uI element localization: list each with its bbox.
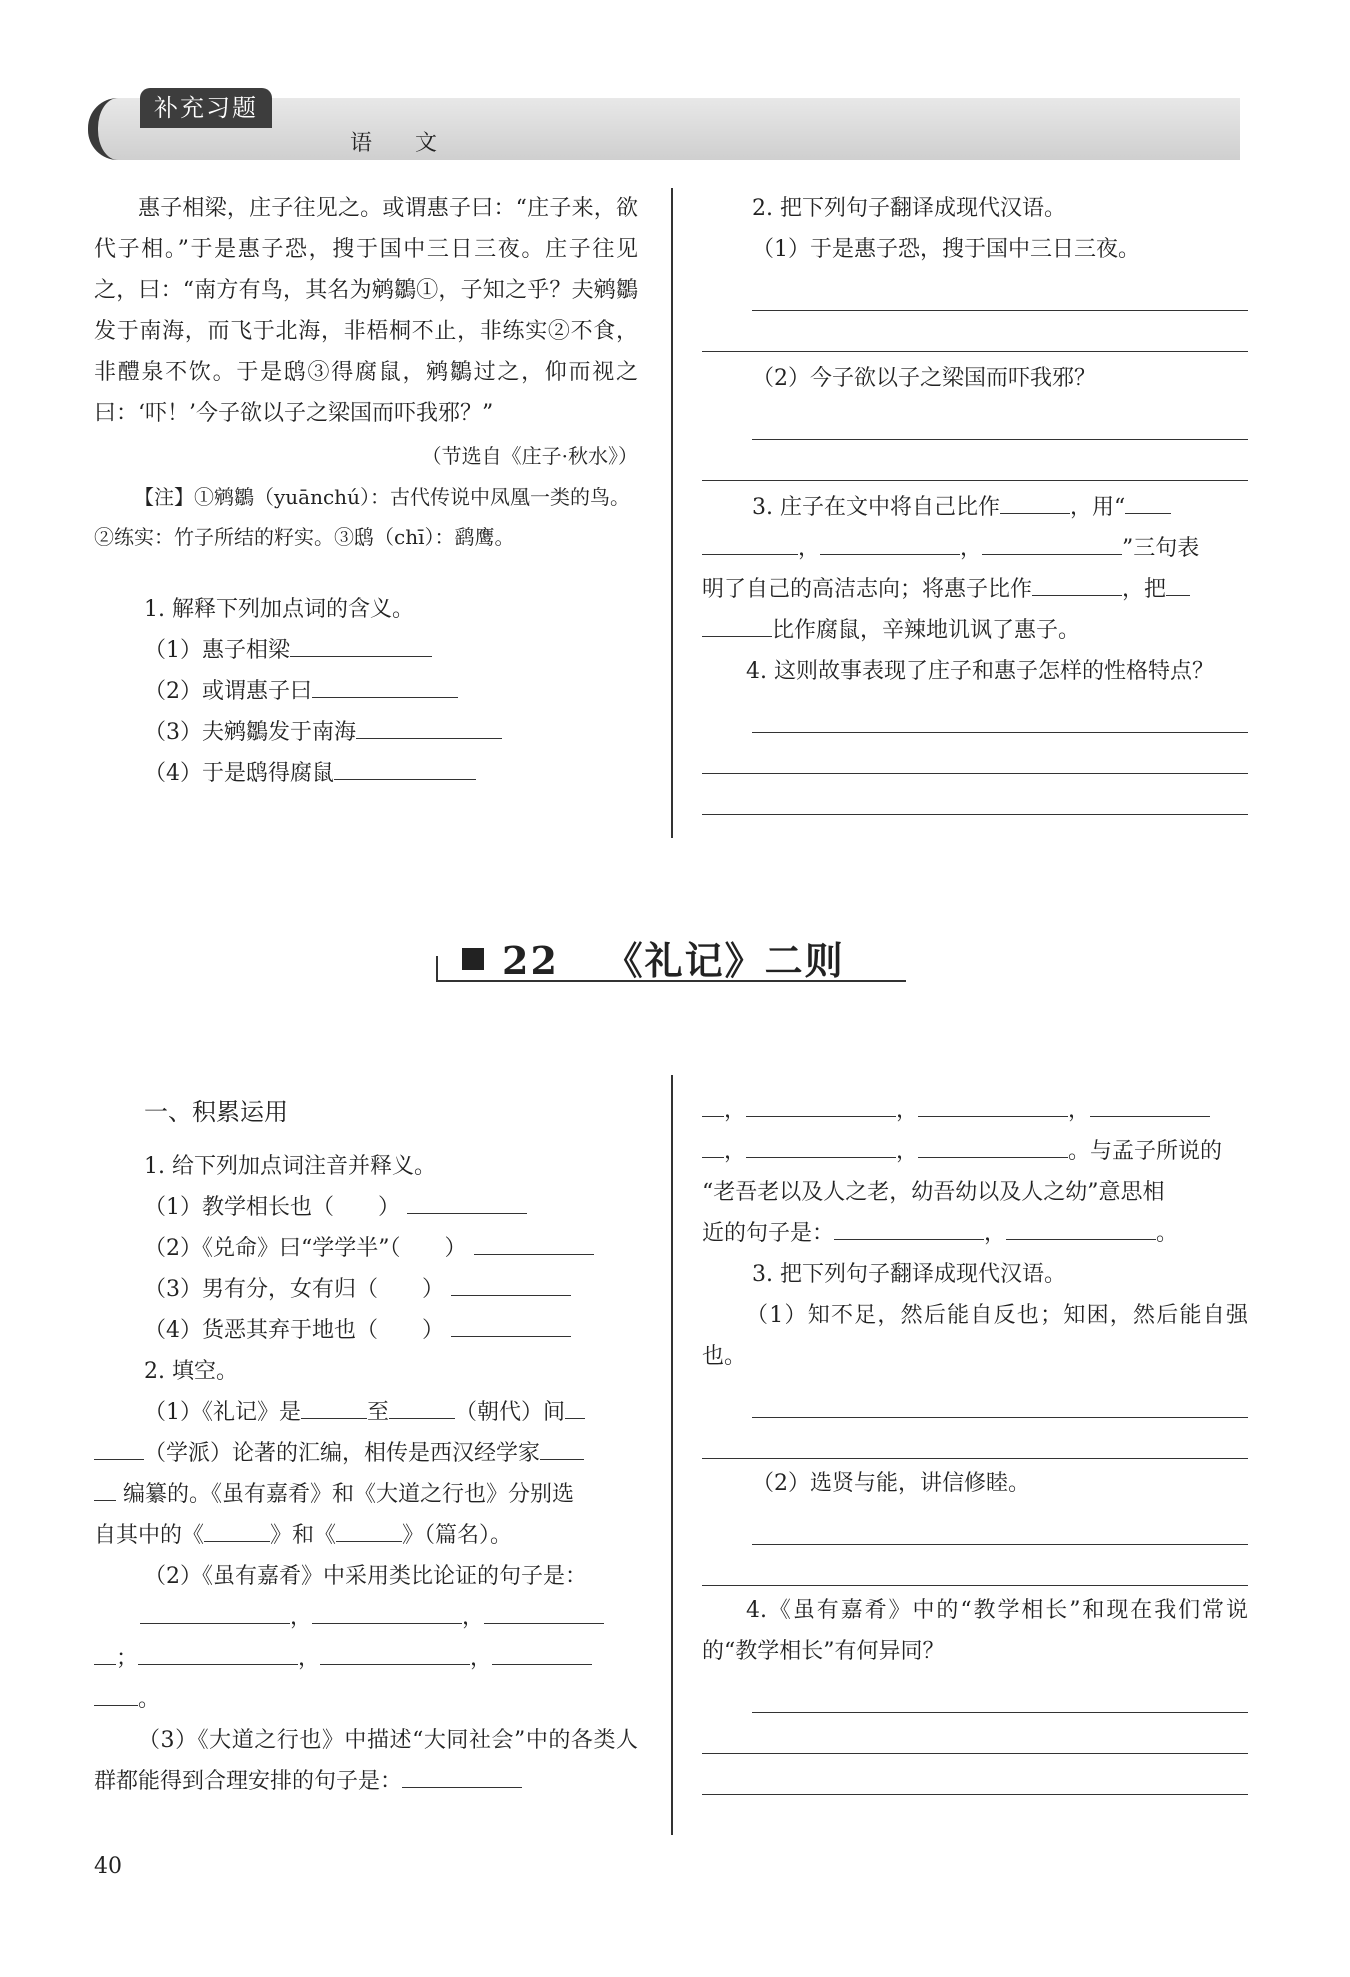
answer-blank[interactable] [312, 671, 458, 698]
section-name: 《礼记》二则 [604, 938, 845, 983]
comma: ， [290, 1605, 313, 1630]
answer-blank[interactable] [301, 1392, 367, 1419]
question-2-1-line-4 [94, 1515, 638, 1556]
answer-line[interactable] [702, 733, 1248, 774]
top-right-column [702, 188, 1248, 815]
question-1-item-4 [94, 1310, 638, 1351]
period: 。 [1156, 1221, 1179, 1246]
question-3-title: 3. 把下列句子翻译成现代汉语。 [752, 1262, 1066, 1287]
question-3-line-2 [702, 528, 1248, 569]
question-1-item-2 [94, 671, 638, 712]
answer-line[interactable] [752, 1377, 1248, 1418]
question-3-text: 比作腐鼠，辛辣地讥讽了惠子。 [772, 618, 1081, 643]
question-1-title: 1. 解释下列加点词的含义。 [144, 597, 414, 622]
answer-blank[interactable] [320, 1638, 470, 1665]
answer-blank[interactable] [1125, 487, 1171, 514]
answer-line[interactable] [752, 270, 1248, 311]
question-1-item-2-text: （2）《兑命》曰“学学半”（ ） [144, 1236, 467, 1261]
question-1-item-3-text: （3）夫鹓鶵发于南海 [144, 720, 356, 745]
bottom-left-column [94, 1090, 638, 1802]
question-1-item-1-text: （1）教学相长也（ ） [144, 1195, 400, 1220]
question-1-item-2 [94, 1228, 638, 1269]
comma: ， [798, 536, 821, 561]
answer-blank[interactable] [820, 528, 960, 555]
comma: ， [1068, 1098, 1091, 1123]
answer-line[interactable] [702, 311, 1248, 352]
answer-blank[interactable] [94, 1638, 116, 1665]
question-1-item-4-text: （4）于是鸱得腐鼠 [144, 761, 334, 786]
continuation-text: 。与孟子所说的 [1068, 1139, 1223, 1164]
semicolon: ； [116, 1646, 139, 1671]
answer-blank[interactable] [334, 753, 476, 780]
comma: ， [896, 1139, 919, 1164]
question-2-title: 2. 把下列句子翻译成现代汉语。 [752, 196, 1066, 221]
answer-blank[interactable] [290, 630, 432, 657]
question-2-text: 》（篇名）。 [402, 1523, 513, 1548]
question-2-text: （朝代）间 [455, 1400, 566, 1425]
answer-blank[interactable] [702, 1090, 724, 1117]
section-title [436, 930, 906, 986]
answer-line[interactable] [702, 440, 1248, 481]
question-4-title: 4. 这则故事表现了庄子和惠子怎样的性格特点？ [746, 659, 1214, 684]
passage: 惠子相梁，庄子往见之。或谓惠子曰：“庄子来，欲代子相。”于是惠子恐，搜于国中三日三夜。庄子往见之，曰：“南方有鸟，其名为鹓鶵①，子知之乎？夫鹓鶵发于南海，而飞于北海，非梧桐不止，非练实②不食，非醴泉不饮。于是鸱③得腐鼠，鹓鶵过之，仰而视之曰：‘吓！’今子欲以子之梁国而吓我邪？” [94, 196, 638, 426]
answer-blank[interactable] [746, 1131, 896, 1158]
question-1-item-1-text: （1）惠子相梁 [144, 638, 290, 663]
question-3-line-3 [702, 569, 1248, 610]
answer-blank[interactable] [492, 1638, 592, 1665]
answer-line[interactable] [702, 774, 1248, 815]
answer-blank[interactable] [474, 1228, 594, 1255]
question-2-2-title: （2）《虽有嘉肴》中采用类比论证的句子是： [144, 1564, 587, 1589]
section-title-text [502, 930, 845, 985]
answer-line[interactable] [702, 1754, 1248, 1795]
answer-line[interactable] [702, 1418, 1248, 1459]
answer-blank[interactable] [1006, 1213, 1156, 1240]
answer-blank[interactable] [451, 1269, 571, 1296]
question-1-item-3 [94, 712, 638, 753]
answer-blank[interactable] [402, 1761, 522, 1788]
question-3-text: 3. 庄子在文中将自己比作 [752, 495, 1000, 520]
answer-blank[interactable] [140, 1597, 290, 1624]
answer-blank[interactable] [702, 528, 798, 555]
question-2-2-line-3 [94, 1679, 638, 1720]
question-2-3 [94, 1720, 638, 1802]
question-2-3-text: （3）《大道之行也》中描述“大同社会”中的各类人群都能得到合理安排的句子是： [94, 1728, 638, 1794]
question-4-title: 4.《虽有嘉肴》中的“教学相长”和现在我们常说的“教学相长”有何异同？ [702, 1598, 1248, 1664]
answer-blank[interactable] [484, 1597, 604, 1624]
comma: ， [960, 536, 983, 561]
comma: ， [462, 1605, 485, 1630]
answer-blank[interactable] [746, 1090, 896, 1117]
question-2-text: 编纂的。《虽有嘉肴》和《大道之行也》分别选 [123, 1482, 575, 1507]
answer-blank[interactable] [540, 1433, 584, 1460]
continuation-line-1 [702, 1090, 1248, 1131]
column-divider-bottom [671, 1075, 673, 1835]
question-1-item-1 [94, 630, 638, 671]
answer-blank[interactable] [918, 1131, 1068, 1158]
answer-blank[interactable] [1166, 569, 1190, 596]
annotation-note: 【注】①鹓鶵（yuānchú）：古代传说中凤凰一类的鸟。②练实：竹子所结的籽实。③鸱（chī）：鹞鹰。 [94, 485, 630, 549]
answer-line[interactable] [752, 399, 1248, 440]
period: 。 [138, 1687, 161, 1712]
answer-blank[interactable] [94, 1679, 138, 1706]
question-2-text: 自其中的《 [94, 1523, 205, 1548]
question-1-item-4-text: （4）货恶其弃于地也（ ） [144, 1318, 444, 1343]
question-2-text: 至 [367, 1400, 390, 1425]
continuation-text: 近的句子是： [702, 1221, 835, 1246]
answer-line[interactable] [702, 1713, 1248, 1754]
answer-blank[interactable] [336, 1515, 402, 1542]
question-2-1-line-1 [94, 1392, 638, 1433]
answer-blank[interactable] [138, 1638, 298, 1665]
passage-source: （节选自《庄子·秋水》） [421, 444, 638, 468]
answer-blank[interactable] [702, 1131, 724, 1158]
answer-blank[interactable] [407, 1187, 527, 1214]
question-3-text: ”三句表 [1122, 536, 1200, 561]
section-heading: 一、积累运用 [144, 1098, 288, 1126]
answer-blank[interactable] [918, 1090, 1068, 1117]
question-1-item-3-text: （3）男有分，女有归（ ） [144, 1277, 444, 1302]
answer-blank[interactable] [982, 528, 1122, 555]
question-3-text: ，用“ [1069, 495, 1126, 520]
answer-line[interactable] [702, 1545, 1248, 1586]
answer-line[interactable] [752, 1672, 1248, 1713]
comma: ， [724, 1098, 747, 1123]
question-3-line-4 [702, 610, 1248, 651]
question-1-title: 1. 给下列加点词注音并释义。 [144, 1154, 436, 1179]
answer-blank[interactable] [389, 1392, 455, 1419]
question-1-item-1 [94, 1187, 638, 1228]
answer-blank[interactable] [702, 610, 772, 637]
answer-line[interactable] [752, 692, 1248, 733]
question-1-item-2-text: （2）或谓惠子曰 [144, 679, 312, 704]
question-2-text: （1）《礼记》是 [144, 1400, 301, 1425]
answer-blank[interactable] [356, 712, 502, 739]
header-badge: 补充习题 [140, 88, 272, 128]
comma: ， [298, 1646, 321, 1671]
question-3-item-1: （1）知不足，然后能自反也；知困，然后能自强也。 [702, 1303, 1248, 1369]
page-number: 40 [94, 1854, 122, 1879]
section-title-square-icon [462, 948, 484, 970]
question-2-title: 2. 填空。 [144, 1359, 238, 1384]
comma: ， [724, 1139, 747, 1164]
comma: ， [896, 1098, 919, 1123]
answer-blank[interactable] [94, 1474, 116, 1501]
section-number: 22 [502, 938, 559, 983]
column-divider-top [671, 188, 673, 838]
answer-blank[interactable] [204, 1515, 270, 1542]
answer-blank[interactable] [451, 1310, 571, 1337]
question-3-text: ，把 [1122, 577, 1167, 602]
answer-blank[interactable] [1090, 1090, 1210, 1117]
continuation-line-3: “老吾老以及人之老，幼吾幼以及人之幼”意思相 [702, 1180, 1165, 1205]
top-left-column [94, 188, 638, 794]
question-3-line-1 [702, 487, 1248, 528]
question-2-2-line-1 [94, 1597, 638, 1638]
answer-blank[interactable] [94, 1433, 144, 1460]
answer-blank[interactable] [834, 1213, 984, 1240]
question-2-1-line-3 [94, 1474, 638, 1515]
comma: ， [470, 1646, 493, 1671]
question-1-item-3 [94, 1269, 638, 1310]
answer-blank[interactable] [1000, 487, 1070, 514]
question-2-text: （学派）论著的汇编，相传是西汉经学家 [144, 1441, 541, 1466]
answer-blank[interactable] [312, 1597, 462, 1624]
question-2-1-line-2 [94, 1433, 638, 1474]
bottom-right-column [702, 1090, 1248, 1795]
continuation-line-4 [702, 1213, 1248, 1254]
question-1-item-4 [94, 753, 638, 794]
question-2-item-2: （2）今子欲以子之梁国而吓我邪？ [752, 366, 1096, 391]
question-3-item-2: （2）选贤与能，讲信修睦。 [752, 1471, 1030, 1496]
header-subject: 语 文 [350, 131, 455, 156]
continuation-line-2 [702, 1131, 1248, 1172]
answer-blank[interactable] [565, 1392, 585, 1419]
answer-blank[interactable] [1032, 569, 1122, 596]
comma: ， [984, 1221, 1007, 1246]
question-2-2-line-2 [94, 1638, 638, 1679]
question-3-text: 明了自己的高洁志向；将惠子比作 [702, 577, 1033, 602]
question-2-item-1: （1）于是惠子恐，搜于国中三日三夜。 [752, 237, 1140, 262]
answer-line[interactable] [752, 1504, 1248, 1545]
question-2-text: 》和《 [270, 1523, 337, 1548]
